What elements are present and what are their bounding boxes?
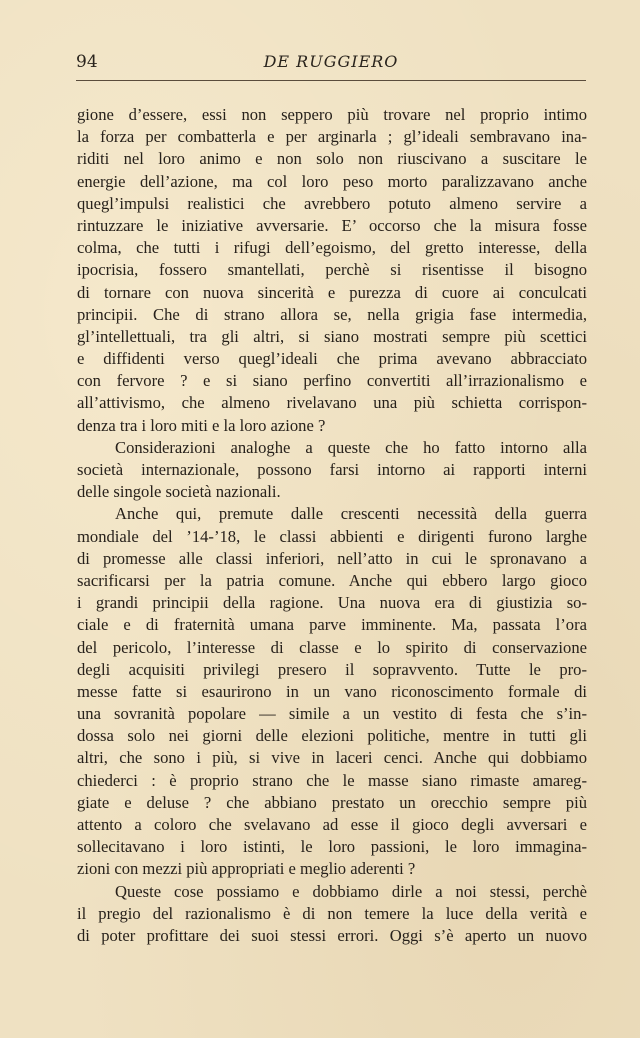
text-line: altri, che sono i più, si vive in laceri cenci. Anche qui dobbiamo: [77, 748, 587, 768]
text-line: Anche qui, premute dalle crescenti necessità della guerra: [115, 504, 587, 524]
text-line: zioni con mezzi più appropriati e meglio aderenti ?: [77, 859, 416, 879]
text-line: e diffidenti verso quegl’ideali che prima avevano abbracciato: [77, 349, 587, 369]
text-line: messe fatte si esaurirono in un vano riconoscimento formale di: [77, 681, 587, 701]
text-line: di poter profittare dei suoi stessi errori. Oggi s’è aperto un nuovo: [77, 925, 587, 945]
text-line: quegl’impulsi realistici che avrebbero potuto almeno servire a: [77, 193, 587, 213]
text-line: dossa solo nei giorni delle elezioni politiche, mentre in tutti gli: [77, 726, 587, 746]
body-text: [77, 104, 587, 947]
text-line: sollecitavano i loro istinti, le loro passioni, le loro immagina-: [77, 837, 587, 857]
page-header: [76, 50, 586, 78]
text-line: principii. Che di strano allora se, nella grigia fase intermedia,: [77, 304, 587, 324]
text-line: con fervore ? e si siano perfino convertiti all’irrazionalismo e: [77, 371, 587, 391]
text-line: chiederci : è proprio strano che le masse siano rimaste amareg-: [77, 770, 587, 790]
text-line: di promesse alle classi inferiori, nell’atto in cui le spronavano a: [77, 548, 587, 568]
text-line: una sovranità popolare — simile a un vestito di festa che s’in-: [77, 704, 587, 724]
text-line: i grandi principii della ragione. Una nuova era di giustizia so-: [77, 593, 587, 613]
text-line: di tornare con nuova sincerità e purezza di cuore ai conculcati: [77, 282, 587, 302]
running-head: DE RUGGIERO: [263, 52, 399, 71]
text-line: il pregio del razionalismo è di non temere la luce della verità e: [77, 903, 587, 923]
text-line: colma, che tutti i rifugi dell’egoismo, del gretto interesse, della: [77, 238, 587, 258]
text-line: del pericolo, l’interesse di classe e lo spirito di conservazione: [77, 637, 587, 657]
text-line: energie dell’azione, ma col loro peso morto paralizzavano anche: [77, 171, 587, 191]
text-line: degli acquisiti privilegi presero il sopravvento. Tutte le pro-: [77, 659, 587, 679]
text-line: giate e deluse ? che abbiano prestato un orecchio sempre più: [77, 792, 587, 812]
text-line: denza tra i loro miti e la loro azione ?: [77, 415, 326, 435]
text-line: ipocrisia, fossero smantellati, perchè si risentisse il bisogno: [77, 260, 587, 280]
text-line: ciale e di fraternità umana parve imminente. Ma, passata l’ora: [77, 615, 587, 635]
text-line: sacrificarsi per la patria comune. Anche qui ebbero largo gioco: [77, 570, 587, 590]
text-line: all’attivismo, che almeno rivelavano una più schietta corrispon-: [77, 393, 587, 413]
text-line: mondiale del ’14-’18, le classi abbienti e dirigenti furono larghe: [77, 526, 587, 546]
text-line: società internazionale, possono farsi intorno ai rapporti interni: [77, 460, 587, 479]
text-line: gl’intellettuali, tra gli altri, si siano mostrati sempre più scettici: [77, 326, 587, 346]
text-line: gione d’essere, essi non seppero più trovare nel proprio intimo: [77, 105, 587, 124]
text-line: riditi nel loro animo e non solo non riuscivano a suscitare le: [77, 149, 587, 169]
text-line: rintuzzare le iniziative avversarie. E’ occorso che la misura fosse: [77, 215, 587, 235]
text-line: Queste cose possiamo e dobbiamo dirle a noi stessi, perchè: [115, 881, 587, 901]
header-rule: [76, 80, 586, 81]
text-line: la forza per combatterla e per arginarla ; gl’ideali sembravano ina-: [77, 127, 587, 147]
text-line: delle singole società nazionali.: [77, 482, 281, 502]
text-line: Considerazioni analoghe a queste che ho fatto intorno alla: [115, 437, 587, 457]
text-line: attento a coloro che svelavano ad esse il gioco degli avversari e: [77, 815, 587, 834]
page-number: 94: [76, 52, 98, 72]
